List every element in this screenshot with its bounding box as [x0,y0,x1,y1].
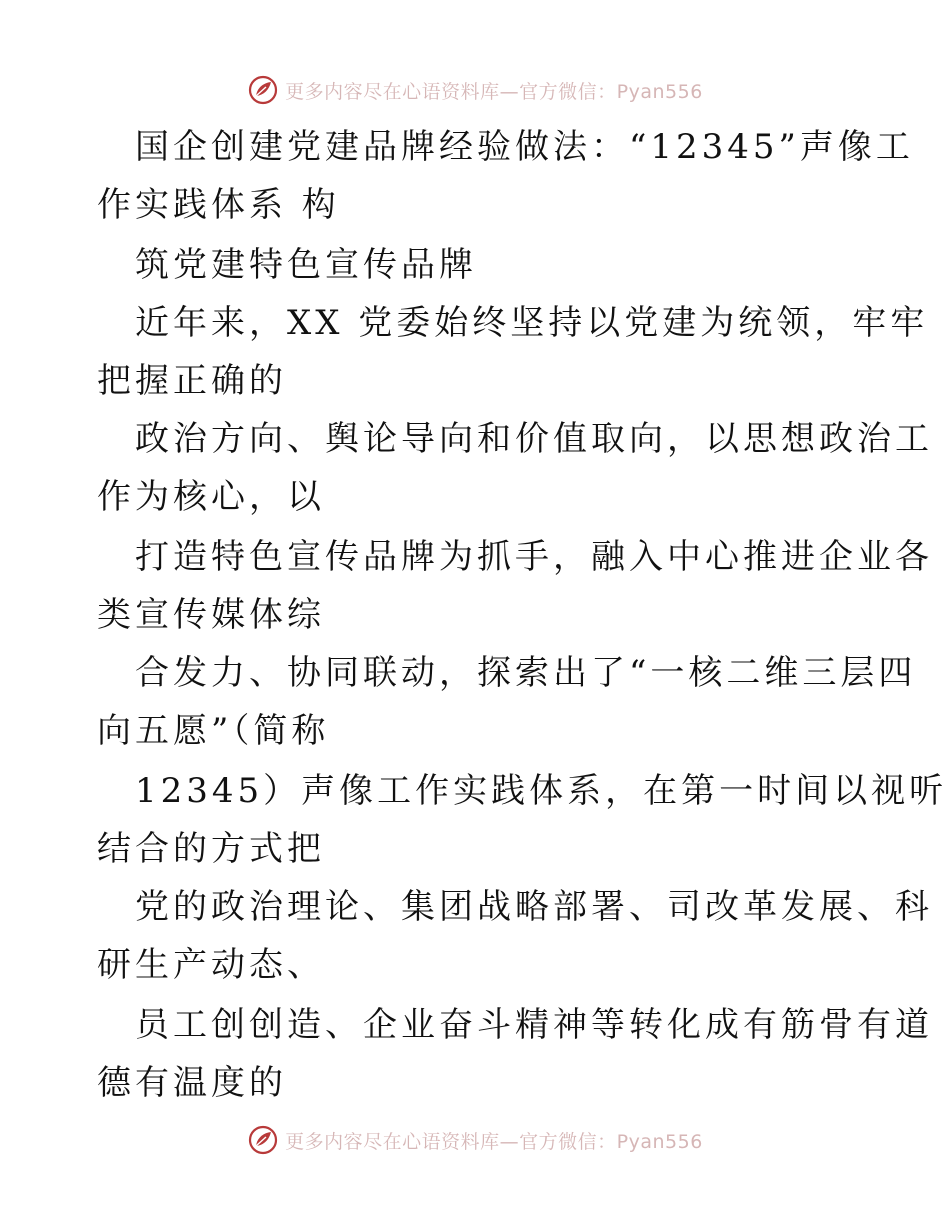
leaf-logo-icon [247,1124,279,1156]
paragraph-line: 近年来，XX 党委始终坚持以党建为统领，牢牢 [135,303,929,343]
paragraph-line: 员工创创造、企业奋斗精神等转化成有筋骨有道 [135,1005,933,1045]
paragraph-line: 向五愿”（简称 [97,711,330,751]
paragraph-line: 把握正确的 [97,361,287,401]
watermark-group [247,1124,703,1156]
paragraph-line: 打造特色宣传品牌为抓手，融入中心推进企业各 [135,537,933,577]
leaf-logo-icon [247,74,279,106]
paragraph-line: 类宣传媒体综 [97,595,325,635]
paragraph-line: 12345）声像工作实践体系，在第一时间以视听 [135,771,948,811]
paragraph-line: 合发力、协同联动，探索出了“一核二维三层四 [135,653,917,693]
paragraph-line: 结合的方式把 [97,829,325,869]
header-watermark [0,70,950,110]
watermark-group [247,74,703,106]
paragraph-line: 德有温度的 [97,1063,287,1103]
title-line-2: 作实践体系 构 [97,185,340,225]
footer-watermark [0,1120,950,1160]
paragraph-line: 政治方向、舆论导向和价值取向，以思想政治工 [135,419,933,459]
paragraph-line: 党的政治理论、集团战略部署、司改革发展、科 [135,887,933,927]
title-line-1: 国企创建党建品牌经验做法：“12345”声像工 [135,127,914,167]
watermark-text: 更多内容尽在心语资料库—官方微信：Pyan556 [285,1130,703,1153]
paragraph-line: 作为核心，以 [97,477,325,517]
paragraph-line: 研生产动态、 [97,945,325,985]
title-line-3: 筑党建特色宣传品牌 [135,245,477,285]
watermark-text: 更多内容尽在心语资料库—官方微信：Pyan556 [285,80,703,103]
